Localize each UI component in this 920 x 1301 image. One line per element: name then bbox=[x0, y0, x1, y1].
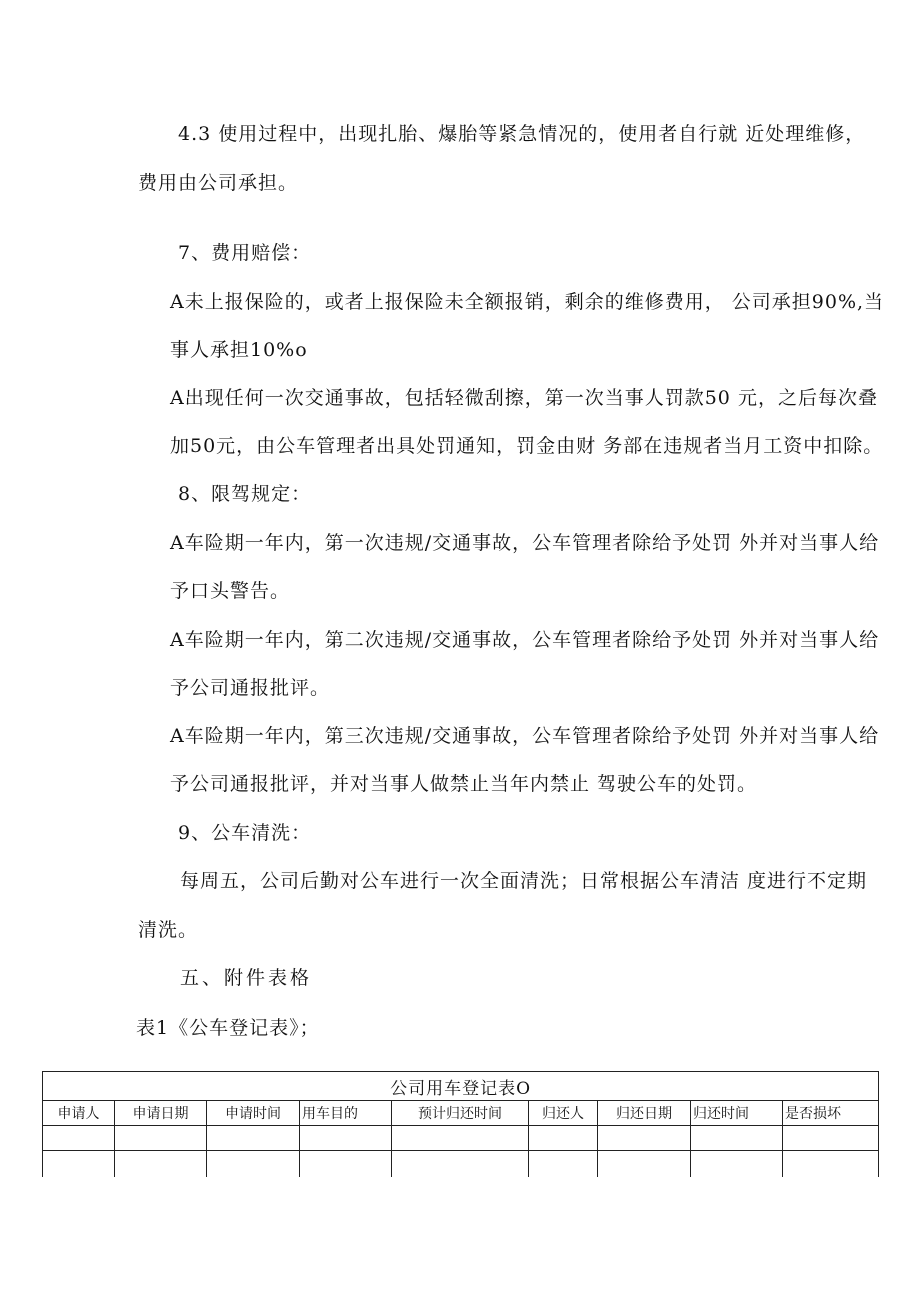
table-cell[interactable] bbox=[691, 1126, 783, 1151]
table-row bbox=[43, 1126, 879, 1151]
table-cell[interactable] bbox=[783, 1151, 879, 1178]
column-header-apply-time: 申请时间 bbox=[207, 1101, 300, 1126]
section-8-heading: 8、限驾规定： bbox=[178, 483, 312, 505]
column-header-damaged: 是否损坏 bbox=[783, 1101, 879, 1126]
section-9-line2: 清洗。 bbox=[138, 919, 199, 941]
table-cell[interactable] bbox=[115, 1151, 207, 1178]
table-cell[interactable] bbox=[392, 1151, 529, 1178]
section-9-line1: 每周五，公司后勤对公车进行一次全面清洗；日常根据公车清洁 度进行不定期 bbox=[180, 870, 868, 892]
para-4-3-line2: 费用由公司承担。 bbox=[138, 172, 299, 194]
section-5-heading: 五、附件表格 bbox=[180, 967, 313, 989]
table-cell[interactable] bbox=[115, 1126, 207, 1151]
table-cell[interactable] bbox=[43, 1151, 115, 1178]
table-cell[interactable] bbox=[207, 1151, 300, 1178]
column-header-purpose: 用车目的 bbox=[300, 1101, 392, 1126]
section-7-heading: 7、费用赔偿： bbox=[178, 242, 312, 264]
table-cell[interactable] bbox=[300, 1151, 392, 1178]
table-cell[interactable] bbox=[207, 1126, 300, 1151]
column-header-return-date: 归还日期 bbox=[598, 1101, 691, 1126]
column-header-expected-return-time: 预计归还时间 bbox=[392, 1101, 529, 1126]
section-8-item2-line1: A车险期一年内，第二次违规/交通事故，公车管理者除给予处罚 外并对当事人给 bbox=[170, 629, 880, 651]
column-header-returner: 归还人 bbox=[529, 1101, 598, 1126]
vehicle-registration-table bbox=[42, 1071, 879, 1177]
table-cell[interactable] bbox=[529, 1126, 598, 1151]
section-8-item1-line2: 予口头警告。 bbox=[170, 580, 291, 602]
column-header-apply-date: 申请日期 bbox=[115, 1101, 207, 1126]
table-cell[interactable] bbox=[529, 1151, 598, 1178]
column-header-return-time: 归还时间 bbox=[691, 1101, 783, 1126]
table-cell[interactable] bbox=[783, 1126, 879, 1151]
section-8-item3-line1: A车险期一年内，第三次违规/交通事故，公车管理者除给予处罚 外并对当事人给 bbox=[170, 725, 880, 747]
column-header-applicant: 申请人 bbox=[43, 1101, 115, 1126]
table-title: 公司用车登记表O bbox=[43, 1072, 879, 1101]
table-cell[interactable] bbox=[43, 1126, 115, 1151]
section-7-item2-line1: A出现任何一次交通事故，包括轻微刮擦，第一次当事人罚款50 元，之后每次叠 bbox=[170, 387, 878, 409]
table-cell[interactable] bbox=[392, 1126, 529, 1151]
section-7-item2-line2: 加50元，由公车管理者出具处罚通知，罚金由财 务部在违规者当月工资中扣除。 bbox=[170, 435, 884, 457]
table-cell[interactable] bbox=[598, 1151, 691, 1178]
table-cell[interactable] bbox=[598, 1126, 691, 1151]
section-7-item1-line1: A未上报保险的，或者上报保险未全额报销，剩余的维修费用， 公司承担90%,当 bbox=[170, 291, 885, 313]
table-cell[interactable] bbox=[300, 1126, 392, 1151]
table-row bbox=[43, 1151, 879, 1178]
section-8-item1-line1: A车险期一年内，第一次违规/交通事故，公车管理者除给予处罚 外并对当事人给 bbox=[170, 532, 880, 554]
table-cell[interactable] bbox=[691, 1151, 783, 1178]
section-8-item3-line2: 予公司通报批评，并对当事人做禁止当年内禁止 驾驶公车的处罚。 bbox=[170, 773, 758, 795]
table-title-row bbox=[43, 1072, 879, 1101]
section-9-heading: 9、公车清洗： bbox=[178, 822, 312, 844]
section-7-item1-line2: 事人承担10%o bbox=[170, 339, 308, 361]
para-4-3-line1: 4.3 使用过程中，出现扎胎、爆胎等紧急情况的，使用者自行就 近处理维修， bbox=[178, 123, 866, 145]
table-1-caption: 表1《公车登记表》； bbox=[136, 1017, 320, 1039]
section-8-item2-line2: 予公司通报批评。 bbox=[170, 677, 331, 699]
table-header-row bbox=[43, 1101, 879, 1126]
